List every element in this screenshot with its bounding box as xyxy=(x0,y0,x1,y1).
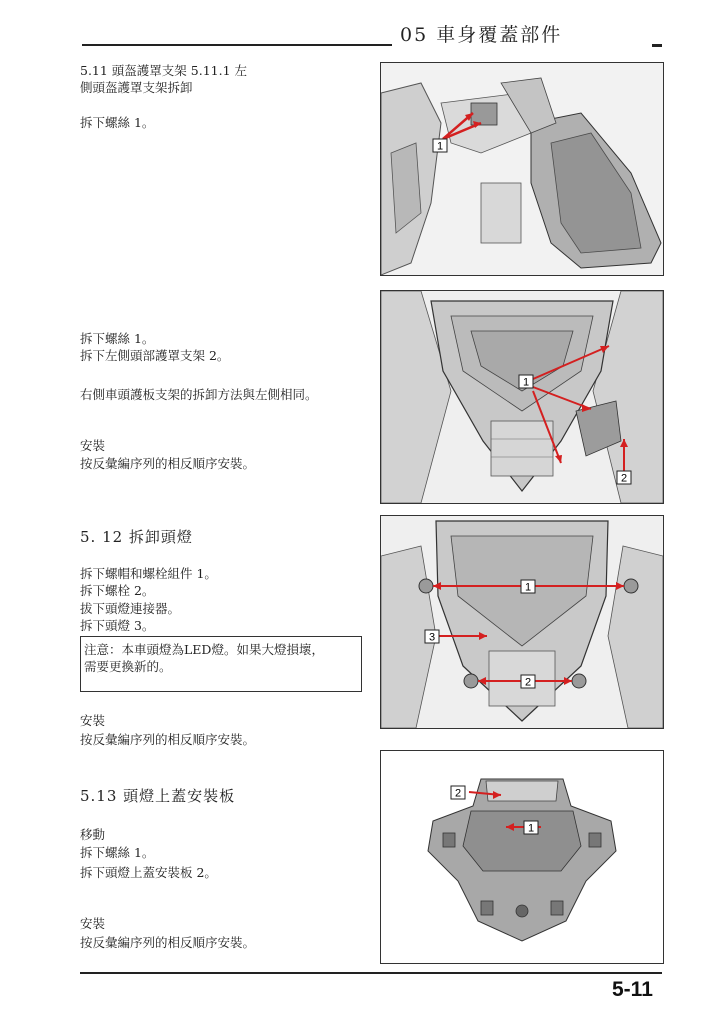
header-tick xyxy=(652,44,662,47)
s512-step-1: 拆下螺帽和螺栓組件 1。 xyxy=(80,566,217,581)
s512-install-text: 按反彙編序列的相反順序安裝。 xyxy=(80,732,256,747)
s512-note-line2: 需要更換新的。 xyxy=(84,659,172,674)
fig2-callout-1: 1 xyxy=(522,376,530,389)
s511-step-1: 拆下螺絲 1。 xyxy=(80,115,155,130)
header-rule xyxy=(82,44,392,46)
page-number: 5-11 xyxy=(612,978,653,1001)
fig3-callout-2: 2 xyxy=(524,676,532,689)
s513-install-label: 安裝 xyxy=(80,916,106,931)
s513-install-text: 按反彙編序列的相反順序安裝。 xyxy=(80,935,256,950)
fig2-callout-2: 2 xyxy=(620,472,628,485)
figure-headlight-removal xyxy=(380,515,664,729)
s513-step-1: 拆下螺絲 1。 xyxy=(80,845,155,860)
figure-helmet-bracket-left xyxy=(380,62,664,276)
s512-install-label: 安裝 xyxy=(80,713,106,728)
fig3-callout-3: 3 xyxy=(428,631,436,644)
figure-upper-cover-mounting-plate xyxy=(380,750,664,964)
s512-note-box xyxy=(80,636,362,692)
section-5-13-title: 5.13 頭燈上蓋安裝板 xyxy=(80,787,236,805)
footer-rule xyxy=(80,972,662,974)
chapter-title: 05 車身覆蓋部件 xyxy=(400,24,563,46)
figure-head-cover-bracket xyxy=(380,290,664,504)
section-5-12-title: 5. 12 拆卸頭燈 xyxy=(80,528,193,546)
s512-note-line1: 注意：本車頭燈為LED燈。如果大燈損壞， xyxy=(84,642,324,657)
s512-step-3: 拔下頭燈連接器。 xyxy=(80,601,181,616)
s511-install-text: 按反彙編序列的相反順序安裝。 xyxy=(80,456,256,471)
fig4-callout-2: 2 xyxy=(454,787,462,800)
s513-move-label: 移動 xyxy=(80,827,106,842)
s513-step-2: 拆下頭燈上蓋安裝板 2。 xyxy=(80,865,217,880)
fig1-callout-1: 1 xyxy=(436,140,444,153)
section-5-11-heading-line2: 側頭盔護罩支架拆卸 xyxy=(80,80,193,95)
s511-right-side-note: 右側車頭護板支架的拆卸方法與左側相同。 xyxy=(80,387,318,402)
s511-step-2: 拆下螺絲 1。 xyxy=(80,331,155,346)
s511-step-3: 拆下左側頭部護罩支架 2。 xyxy=(80,348,230,363)
fig3-callout-1: 1 xyxy=(524,581,532,594)
section-5-11-heading-line1: 5.11 頭盔護罩支架 5.11.1 左 xyxy=(80,63,248,78)
s512-step-2: 拆下螺栓 2。 xyxy=(80,583,155,598)
s511-install-label: 安裝 xyxy=(80,438,106,453)
fig4-callout-1: 1 xyxy=(527,822,535,835)
s512-step-4: 拆下頭燈 3。 xyxy=(80,618,155,633)
